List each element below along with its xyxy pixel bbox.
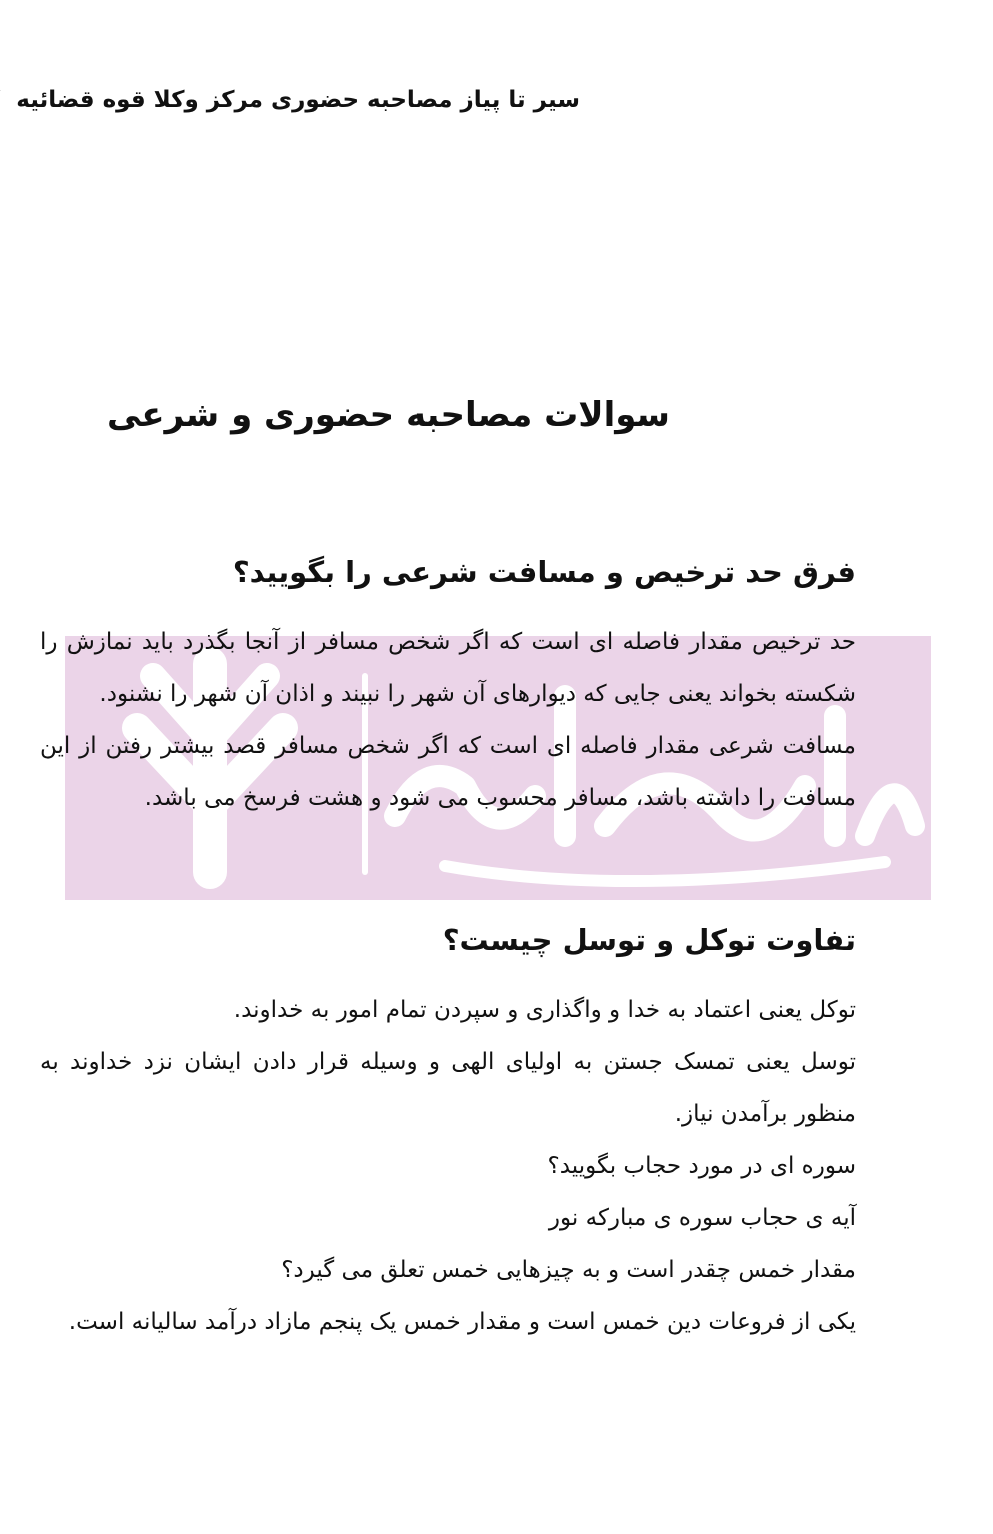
question-heading: تفاوت توکل و توسل چیست؟ <box>442 923 856 957</box>
answer-paragraph: حد ترخیص مقدار فاصله ای است که اگر شخص مسافر از آنجا بگذرد باید نمازش را شکسته بخواند یعنی جایی که دیوارهای آن شهر را نبیند و اذان آن شهر را نشنود. <box>40 629 856 707</box>
answer-paragraph: توکل یعنی اعتماد به خدا و واگذاری و سپردن تمام امور به خداوند. <box>233 997 856 1023</box>
sub-question: مقدار خمس چقدر است و به چیزهایی خمس تعلق می گیرد؟ <box>281 1257 856 1283</box>
running-header <box>16 84 580 116</box>
answer-paragraph: یکی از فروعات دین خمس است و مقدار خمس یک پنجم مازاد درآمد سالیانه است. <box>68 1309 856 1335</box>
section-2 <box>40 918 856 1348</box>
answer-paragraph: توسل یعنی تمسک جستن به اولیای الهی و وسیله قرار دادن ایشان نزد خداوند به منظور برآمدن نیاز. <box>40 1049 856 1127</box>
question-heading: فرق حد ترخیص و مسافت شرعی را بگویید؟ <box>232 555 856 589</box>
sub-question: سوره ای در مورد حجاب بگویید؟ <box>547 1153 856 1179</box>
answer-paragraph: مسافت شرعی مقدار فاصله ای است که اگر شخص مسافر قصد بیشتر رفتن از این مسافت را داشته باشد، مسافر محسوب می شود و هشت فرسخ می باشد. <box>40 733 856 811</box>
running-title: سیر تا پیاز مصاحبه حضوری مرکز وکلا قوه قضائیه <box>16 87 580 113</box>
chapter-title: سوالات مصاحبه حضوری و شرعی <box>107 395 670 435</box>
section-1 <box>40 550 856 824</box>
answer-paragraph: آیه ی حجاب سوره ی مبارکه نور <box>548 1205 856 1231</box>
